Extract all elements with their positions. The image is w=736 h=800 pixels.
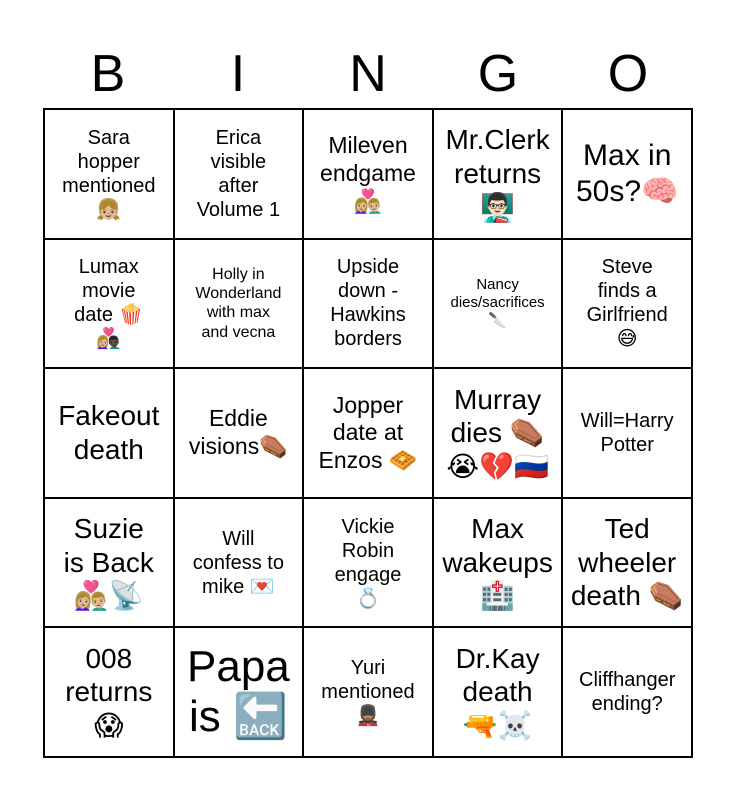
bingo-cell[interactable]: Eddie visions⚰️ xyxy=(174,368,304,498)
bingo-cell[interactable]: Mileven endgame 👩🏼‍❤️‍👨🏼 xyxy=(303,109,433,239)
bingo-cell[interactable]: Suzie is Back 👩🏼‍❤️‍👨🏼📡 xyxy=(44,498,174,628)
bingo-cell[interactable]: Lumax movie date 🍿 👩🏼‍❤️‍👨🏿 xyxy=(44,239,174,369)
bingo-cell[interactable]: Cliffhanger ending? xyxy=(562,627,692,757)
bingo-cell[interactable]: Erica visible after Volume 1 xyxy=(174,109,304,239)
bingo-cell[interactable]: Will confess to mike 💌 xyxy=(174,498,304,628)
bingo-cell[interactable]: Max in 50s?🧠 xyxy=(562,109,692,239)
bingo-cell[interactable]: Will=Harry Potter xyxy=(562,368,692,498)
header-letter-n: N xyxy=(349,45,387,103)
bingo-cell[interactable]: Jopper date at Enzos 🧇 xyxy=(303,368,433,498)
header-letter-i: I xyxy=(230,45,246,103)
bingo-cell[interactable]: Ted wheeler death ⚰️ xyxy=(562,498,692,628)
bingo-card xyxy=(43,108,693,758)
bingo-cell[interactable]: 008 returns 😱 xyxy=(44,627,174,757)
bingo-cell[interactable]: Yuri mentioned 💂🏽 xyxy=(303,627,433,757)
bingo-cell[interactable]: Fakeout death xyxy=(44,368,174,498)
bingo-cell[interactable]: Papa is 🔙 xyxy=(174,627,304,757)
bingo-cell[interactable]: Steve finds a Girlfriend 😅 xyxy=(562,239,692,369)
header-letter-b: B xyxy=(90,45,126,103)
bingo-header xyxy=(43,40,693,108)
bingo-cell[interactable]: Nancy dies/sacrifices 🔪 xyxy=(433,239,563,369)
header-letter-g: G xyxy=(477,45,519,103)
header-letter-o: O xyxy=(607,45,649,103)
bingo-cell[interactable]: Vickie Robin engage 💍 xyxy=(303,498,433,628)
bingo-cell[interactable]: Holly in Wonderland with max and vecna xyxy=(174,239,304,369)
bingo-cell[interactable]: Mr.Clerk returns 👨🏻‍🏫 xyxy=(433,109,563,239)
bingo-cell[interactable]: Sara hopper mentioned 👧🏼 xyxy=(44,109,174,239)
bingo-cell[interactable]: Max wakeups 🏥 xyxy=(433,498,563,628)
bingo-cell[interactable]: Murray dies ⚰️ 😭💔🇷🇺 xyxy=(433,368,563,498)
bingo-cell[interactable]: Upside down - Hawkins borders xyxy=(303,239,433,369)
bingo-cell[interactable]: Dr.Kay death 🔫☠️ xyxy=(433,627,563,757)
